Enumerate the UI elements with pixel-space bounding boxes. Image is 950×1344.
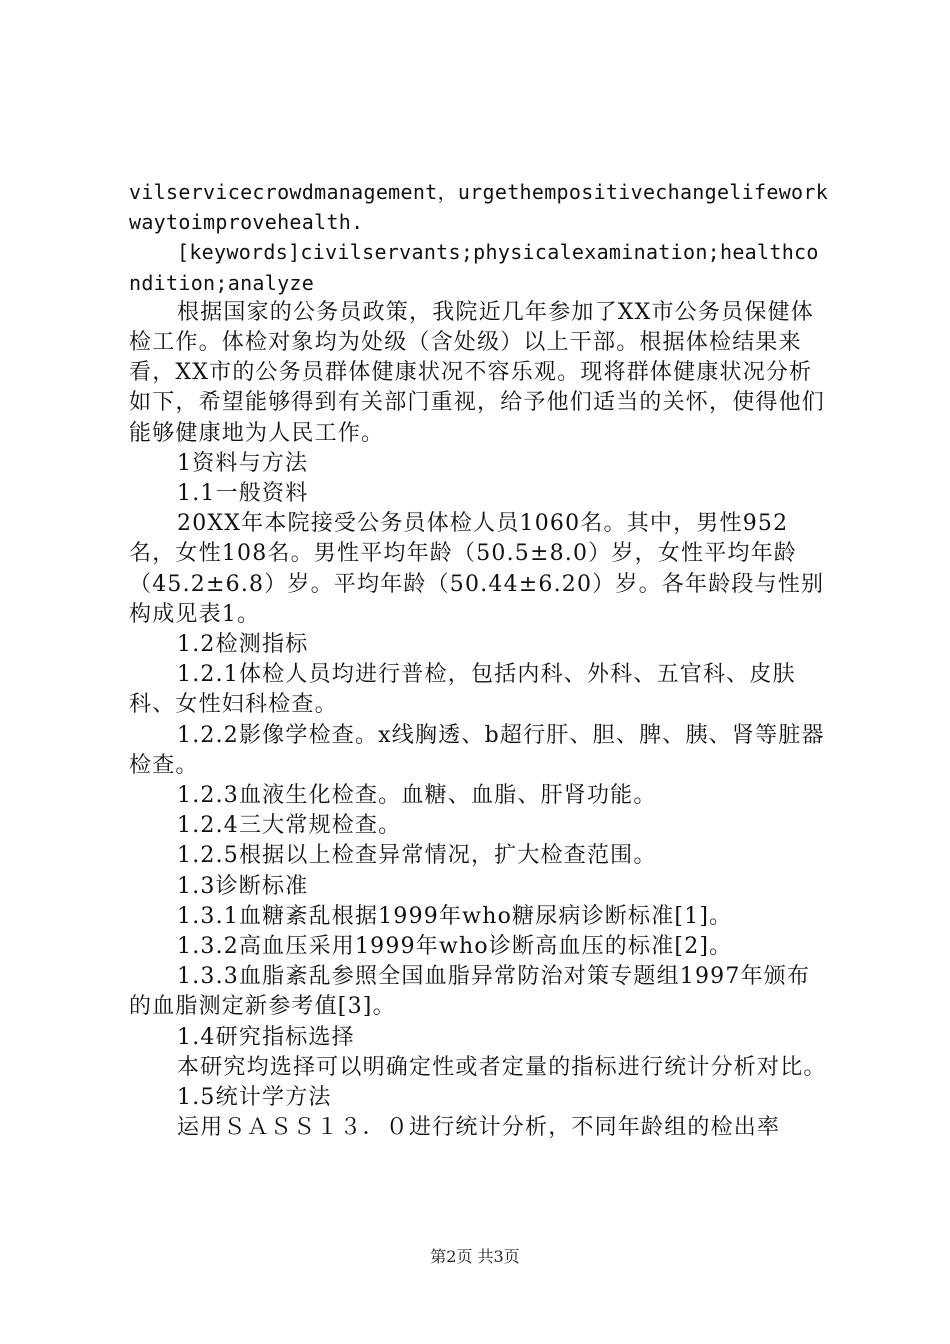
list-item: 1.2.3血液生化检查。血糖、血脂、肝肾功能。 <box>177 783 657 809</box>
subsection-heading: 1.1一般资料 <box>177 481 309 507</box>
document-body <box>129 177 831 1144</box>
list-item: 1.2.1体检人员均进行普检，包括内科、外科、五官科、皮肤科、女性妇科检查。 <box>129 662 796 718</box>
body-paragraph: 运用ＳＡＳＳ１３．０进行统计分析，不同年龄组的检出率 <box>177 1115 781 1141</box>
subsection-heading: 1.4研究指标选择 <box>177 1024 355 1050</box>
intro-paragraph: 根据国家的公务员政策，我院近几年参加了XX市公务员保健体检工作。体检对象均为处级（含处级）以上干部。根据体检结果来看，XX市的公务员群体健康状况不容乐观。现将群体健康状况分析如下，希望能够得到有关部门重视，给予他们适当的关怀，使得他们能够健康地为人民工作。 <box>129 299 826 446</box>
list-item: 1.3.3血脂紊乱参照全国血脂异常防治对策专题组1997年颁布的血脂测定新参考值[3]。 <box>129 964 811 1020</box>
section-heading: 1资料与方法 <box>177 450 309 476</box>
page-number-footer: 第2页 共3页 <box>430 1247 520 1266</box>
subsection-heading: 1.2检测指标 <box>177 632 309 658</box>
list-item: 1.2.2影像学检查。x线胸透、b超行肝、胆、脾、胰、肾等脏器检查。 <box>129 722 825 778</box>
general-data-paragraph: 20XX年本院接受公务员体检人员1060名。其中，男性952名，女性108名。男性平均年龄（50.5±8.0）岁，女性平均年龄（45.2±6.8）岁。平均年龄（50.44±6.20）岁。各年龄段与性别构成见表1。 <box>129 511 825 627</box>
body-paragraph: 本研究均选择可以明确定性或者定量的指标进行统计分析对比。 <box>177 1054 827 1080</box>
keywords-line: [keywords]civilservants;physicalexamination;healthcondition;analyze <box>129 240 819 295</box>
subsection-heading: 1.3诊断标准 <box>177 873 309 899</box>
subsection-heading: 1.5统计学方法 <box>177 1085 332 1111</box>
list-item: 1.3.1血糖紊乱根据1999年who糖尿病诊断标准[1]。 <box>177 903 733 929</box>
list-item: 1.2.5根据以上检查异常情况，扩大检查范围。 <box>177 843 657 869</box>
list-item: 1.2.4三大常规检查。 <box>177 813 402 839</box>
list-item: 1.3.2高血压采用1999年who诊断高血压的标准[2]。 <box>177 934 733 960</box>
abstract-tail: vilservicecrowdmanagement，urgethempositivechangelifeworkwaytoimprovehealth. <box>129 180 829 235</box>
